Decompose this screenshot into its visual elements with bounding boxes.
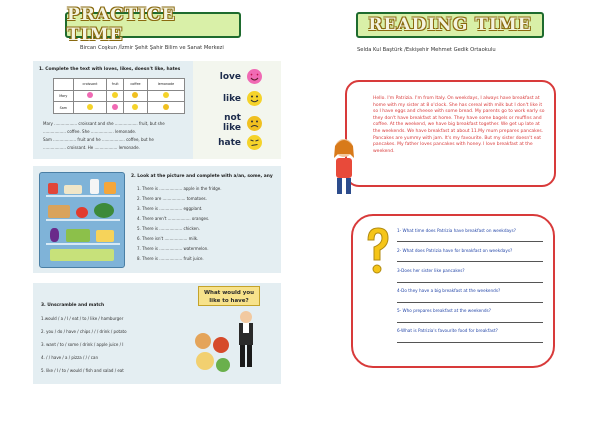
exercise-1-line: .................. croissant. He .................. lemonade.	[43, 145, 140, 150]
menu-sign: What would you like to have?	[198, 286, 260, 306]
exercise-3-line: 2. you / do / have / chips / / / drink / potato	[41, 329, 127, 334]
legend-like	[205, 91, 262, 106]
waiter-illustration	[233, 309, 259, 371]
smile-face-icon	[247, 91, 262, 106]
watermelon-icon	[94, 203, 114, 218]
legend-hate-label: hate	[218, 137, 241, 148]
question-1: 1- What time does Patrizia have breakfast on weekdays?	[397, 228, 516, 233]
grimace-face-icon	[247, 135, 262, 150]
question-3: 3-Does her sister like pancakes?	[397, 268, 465, 273]
exercise-1-line: .................. coffee. She .................. lemonade.	[43, 129, 137, 134]
food-plates-illustration	[191, 331, 233, 377]
cheese-icon	[96, 230, 114, 242]
question-mark-icon	[362, 226, 392, 278]
exercise-1-title: 1. Complete the text with loves, likes, doesn't like, hates	[39, 67, 181, 72]
legend-like-label: like	[222, 93, 241, 104]
hate-face-icon	[87, 104, 93, 110]
exercise-3-title: 3. Unscramble and match	[41, 303, 105, 308]
table-header-cell: coffee	[124, 79, 148, 91]
hate-face-icon	[132, 92, 138, 98]
exercise-3-card	[33, 283, 281, 384]
exercise-2-line: 7. There is .................. watermelon.	[137, 246, 209, 251]
legend-love-label: love	[219, 71, 241, 82]
answer-line	[397, 241, 543, 242]
practice-time-title: PRACTICE TIME	[67, 5, 176, 45]
frown-face-icon	[247, 116, 262, 131]
love-face-icon	[112, 104, 118, 110]
question-4: 4-Do they have a big breakfast at the weekends?	[397, 288, 501, 293]
question-6: 6-What is Patrizia's favourite food for breakfast?	[397, 328, 498, 333]
exercise-2-line: 6. There isn't .................. milk.	[137, 236, 199, 241]
exercise-1-card	[33, 61, 281, 159]
reading-passage: Hello. I'm Patrizia. I'm from Italy. On weekdays, I always have breakfast at home with my sister at 8 o'clock. She has cereal with milk but I don't like it so I have eggs and cheese with some bread. My parents go to work early so they don't have breakfast at home. They have some bagels or muffins and coffee. At the weekend, we have big breakfast together. We get up late at the weekends. We have breakfast at about 11.My mum prepares pancakes. Pancakes are yummy with jam. It's my favourite. But my sister doesn't eat pancakes. My father loves pancakes with honey. I love breakfast at the weekend.	[373, 96, 545, 154]
exercise-2-line: 4. There aren't .................. oranges.	[137, 216, 210, 221]
exercise-2-line: 5. There is .................. chicken.	[137, 226, 200, 231]
question-5: 5- Who prepares breakfast at the weekends?	[397, 308, 491, 313]
table-header-cell	[54, 79, 74, 91]
eggs-icon	[64, 185, 82, 194]
answer-line	[397, 261, 543, 262]
exercise-2-line: 1. There is .................. apple in the fridge.	[137, 186, 222, 191]
love-face-icon	[87, 92, 93, 98]
not-like-face-icon	[163, 104, 169, 110]
exercise-2-title: 2. Look at the picture and complete with a/an, some, any	[131, 174, 273, 179]
legend-not-like-label: not like	[222, 113, 241, 133]
legend-hate	[205, 135, 262, 150]
exercise-1-line: Mary .................. croissant and she .................. fruit, but she	[43, 121, 165, 126]
table-row	[54, 102, 185, 114]
exercise-2-line: 2. There are .................. tomatoes.	[137, 196, 207, 201]
preferences-table	[53, 78, 185, 114]
exercise-3-line: 4. / / have / a / pizza / / / can	[41, 355, 98, 360]
table-header-row	[54, 79, 185, 91]
reading-passage-box	[345, 80, 556, 187]
exercise-2-line: 8. There is .................. fruit juice.	[137, 256, 204, 261]
question-2: 2- What does Patrizia have for breakfast on weekdays?	[397, 248, 513, 253]
tomato-icon	[76, 207, 88, 218]
chicken-icon	[48, 205, 70, 218]
exercise-2-line: 3. There is .................. eggplant.	[137, 206, 203, 211]
exercise-3-line: 1.would / a / I / eat / to / like / hamburger	[41, 316, 124, 321]
legend-not-like	[205, 113, 262, 133]
reading-time-banner	[356, 12, 544, 38]
apple-icon	[48, 183, 58, 194]
answer-line	[397, 342, 543, 343]
exercise-3-line: 3. want / to / some / drink / apple juice / I	[41, 342, 124, 347]
milk-icon	[90, 179, 99, 194]
answer-line	[397, 322, 543, 323]
juice-icon	[104, 182, 116, 194]
crisper-drawer	[50, 249, 114, 261]
exercise-2-card	[33, 166, 281, 273]
row-label: Sam	[54, 102, 74, 114]
table-header-cell: croissant	[73, 79, 107, 91]
left-author: Bircan Coşkun /İzmir Şehit Şahir Bilim ve Sanat Merkezi	[80, 45, 224, 51]
practice-time-banner	[65, 5, 241, 45]
row-label: Mary	[54, 90, 74, 102]
like-face-icon	[132, 104, 138, 110]
girl-illustration	[326, 136, 362, 196]
exercise-1-line: Sam .................. fruit and he .................. coffee, but he	[43, 137, 154, 142]
not-like-face-icon	[163, 92, 169, 98]
legend-love	[205, 69, 262, 84]
exercise-3-line: 5. like / I / to / would / fish and salad / eat	[41, 368, 124, 373]
eggplant-icon	[50, 228, 59, 242]
reading-time-title: READING TIME	[368, 15, 532, 35]
answer-line	[397, 302, 543, 303]
table-header-cell: lemonade	[147, 79, 184, 91]
fridge-illustration	[39, 172, 125, 268]
vegetables-icon	[66, 229, 90, 242]
like-face-icon	[112, 92, 118, 98]
table-header-cell: fruit	[107, 79, 124, 91]
table-row	[54, 90, 185, 102]
emoji-legend	[193, 61, 281, 159]
answer-line	[397, 282, 543, 283]
heart-eyes-face-icon	[247, 69, 262, 84]
right-author: Selda Kul Baştürk /Eskişehir Mehmet Gedik Ortaokulu	[357, 47, 496, 53]
